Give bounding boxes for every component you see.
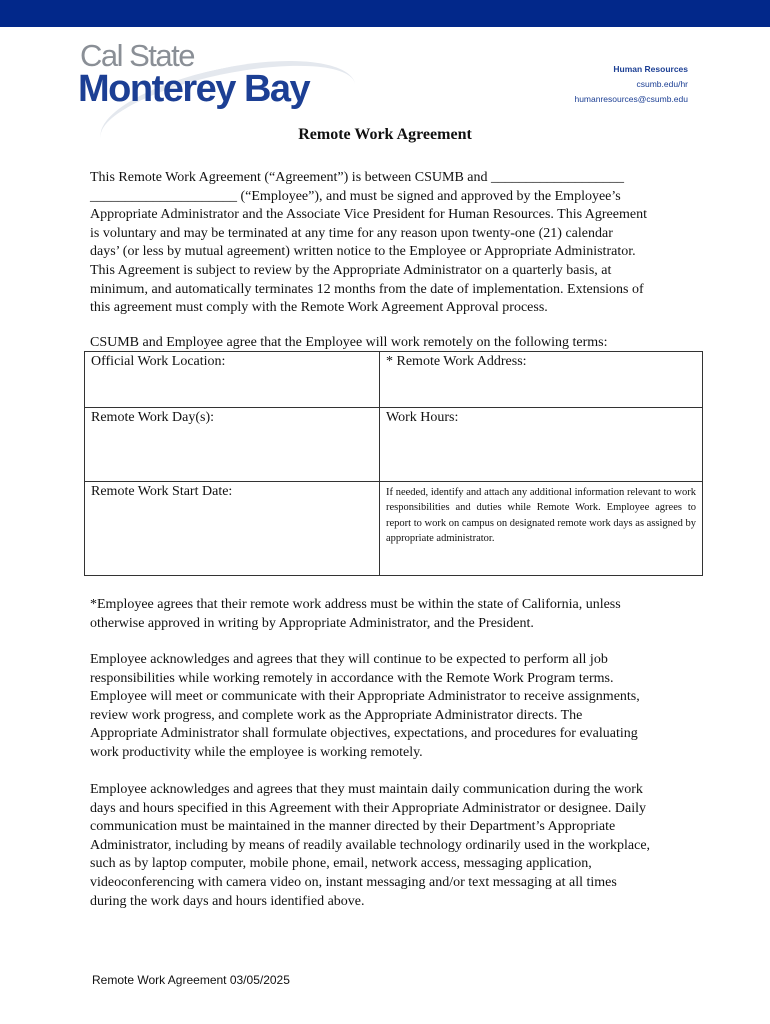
page-footer: Remote Work Agreement 03/05/2025 — [92, 973, 290, 987]
additional-info-cell[interactable]: If needed, identify and attach any additional information relevant to work responsibilities and duties while Remote Work. Employee agrees to report to work on campus on designated remote work days as assigned by appropriate administrator. — [380, 482, 703, 576]
start-date-cell[interactable]: Remote Work Start Date: — [85, 482, 380, 576]
text-line: this agreement must comply with the Remote Work Agreement Approval process. — [90, 300, 548, 316]
text-line: Appropriate Administrator shall formulate objectives, expectations, and procedures for evaluating — [90, 726, 638, 742]
text-line: during the work days and hours identified above. — [90, 893, 365, 909]
official-location-cell[interactable]: Official Work Location: — [85, 352, 380, 408]
text-line: responsibilities while working remotely in accordance with the Remote Work Program terms. — [90, 670, 614, 686]
terms-intro: CSUMB and Employee agree that the Employee will work remotely on the following terms: — [90, 335, 608, 350]
communication-paragraph — [90, 781, 650, 911]
department-name: Human Resources — [613, 64, 688, 74]
text-line: videoconferencing with camera video on, instant messaging and/or text messaging at all times — [90, 874, 617, 890]
california-note — [90, 596, 621, 633]
text-line: _____________________ (“Employee”), and must be signed and approved by the Employee’s — [90, 188, 621, 204]
text-line: is voluntary and may be terminated at any time for any reason upon twenty-one (21) calendar — [90, 225, 613, 241]
text-line: days’ (or less by mutual agreement) written notice to the Employee or Appropriate Administrator. — [90, 244, 636, 260]
text-line: such as by laptop computer, mobile phone, email, network access, messaging application, — [90, 856, 592, 872]
text-line: Administrator, including by means of readily available technology ordinarily used in the workplace, — [90, 837, 651, 853]
email-link[interactable]: humanresources@csumb.edu — [574, 94, 688, 104]
intro-paragraph — [90, 169, 647, 318]
text-line: minimum, and automatically terminates 12 months from the date of implementation. Extensions of — [90, 281, 644, 297]
logo-line2: Monterey Bay — [78, 68, 310, 110]
logo-line1: Cal State — [80, 38, 195, 73]
text-line: review work progress, and complete work as the Appropriate Administrator directs. The — [90, 707, 583, 723]
document-title: Remote Work Agreement — [298, 126, 472, 143]
remote-address-cell[interactable]: * Remote Work Address: — [380, 352, 703, 408]
text-line: *Employee agrees that their remote work address must be within the state of California, unless — [90, 597, 621, 612]
text-line: otherwise approved in writing by Appropriate Administrator, and the President. — [90, 615, 534, 631]
remote-days-cell[interactable]: Remote Work Day(s): — [85, 408, 380, 482]
text-line: This Remote Work Agreement (“Agreement”) is between CSUMB and ___________________ — [90, 170, 625, 185]
text-line: Appropriate Administrator and the Associate Vice President for Human Resources. This Agreement — [90, 207, 647, 223]
contact-info — [574, 62, 688, 107]
text-line: work productivity while the employee is working remotely. — [90, 744, 423, 760]
terms-table — [84, 351, 703, 576]
website-link[interactable]: csumb.edu/hr — [636, 79, 688, 89]
text-line: days and hours specified in this Agreement with their Appropriate Administrator or designee. Daily — [90, 800, 646, 816]
top-banner — [0, 0, 770, 27]
text-line: communication must be maintained in the manner directed by their Department’s Appropriate — [90, 819, 616, 835]
csumb-logo — [78, 38, 348, 128]
text-line: Employee acknowledges and agrees that they must maintain daily communication during the work — [90, 782, 643, 797]
responsibilities-paragraph — [90, 651, 640, 763]
text-line: Employee acknowledges and agrees that they will continue to be expected to perform all job — [90, 652, 608, 667]
text-line: Employee will meet or communicate with their Appropriate Administrator to receive assignments, — [90, 689, 640, 705]
text-line: This Agreement is subject to review by the Appropriate Administrator on a quarterly basis, at — [90, 262, 612, 278]
work-hours-cell[interactable]: Work Hours: — [380, 408, 703, 482]
